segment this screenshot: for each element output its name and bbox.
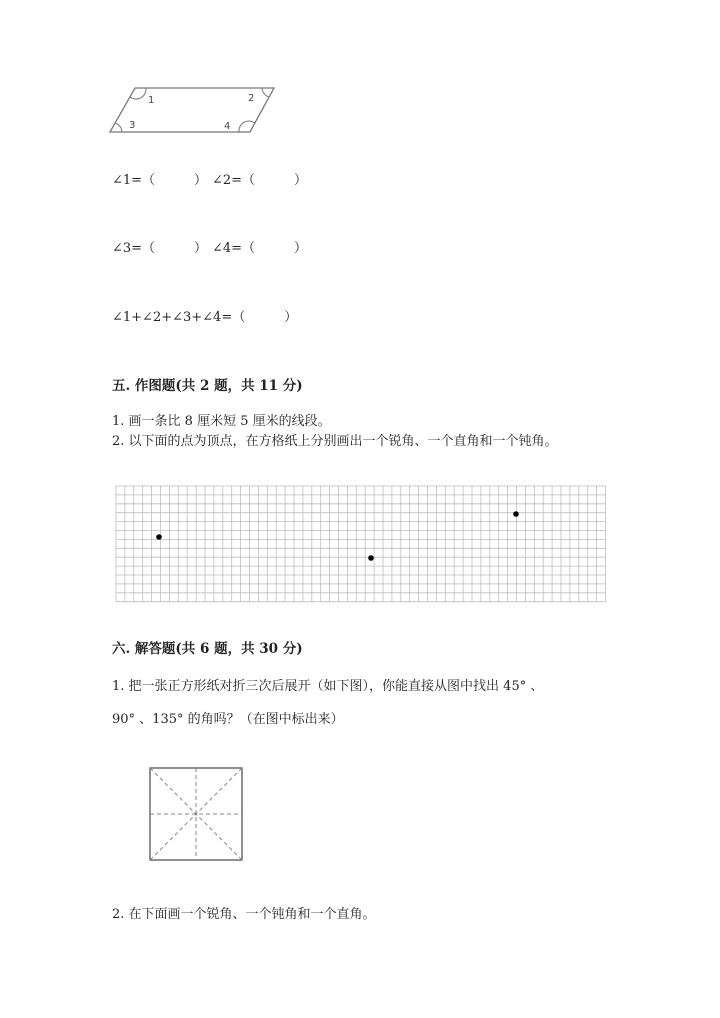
section6-q1-line1: 1. 把一张正方形纸对折三次后展开（如下图），你能直接从图中找出 45° 、 — [112, 679, 544, 694]
section6-q1-line2: 90° 、135° 的角吗？（在图中标出来） — [112, 712, 344, 727]
section5-q1: 1. 画一条比 8 厘米短 5 厘米的线段。 — [112, 414, 331, 429]
grid-paper — [110, 480, 610, 605]
vertex-point-3 — [513, 511, 519, 517]
angle-3-blank: ∠3=（ ） — [112, 241, 208, 256]
vertex-point-1 — [156, 534, 162, 540]
angle-arc-3 — [115, 123, 122, 132]
angle-1-blank: ∠1=（ ） — [112, 173, 208, 188]
angle-4-blank: ∠4=（ ） — [212, 241, 308, 256]
angle-arc-2 — [262, 88, 269, 97]
parallelogram-figure — [100, 80, 290, 140]
section5-title: 五. 作图题(共 2 题，共 11 分) — [112, 378, 303, 394]
angle-2-blank: ∠2=（ ） — [212, 173, 308, 188]
angle-label-1: 1 — [148, 95, 155, 106]
section6-q2: 2. 在下面画一个锐角、一个钝角和一个直角。 — [112, 907, 376, 922]
section5-q2: 2. 以下面的点为顶点，在方格纸上分别画出一个锐角、一个直角和一个钝角。 — [112, 434, 558, 449]
section6-title: 六. 解答题(共 6 题，共 30 分) — [112, 641, 303, 657]
vertex-point-2 — [368, 555, 374, 561]
angle-sum-blank: ∠1+∠2+∠3+∠4=（ ） — [112, 310, 298, 325]
angle-label-4: 4 — [224, 121, 231, 132]
angle-label-3: 3 — [129, 120, 136, 131]
folded-square-figure — [145, 763, 250, 863]
angle-label-2: 2 — [248, 93, 255, 104]
